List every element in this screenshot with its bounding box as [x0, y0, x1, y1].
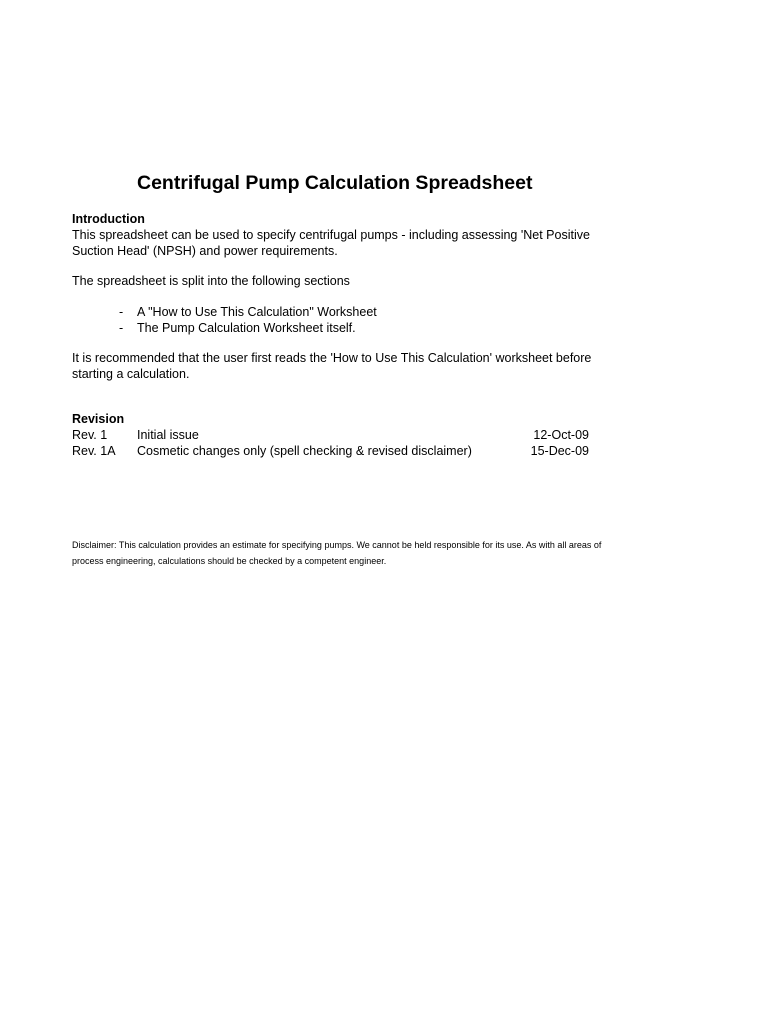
introduction-section — [72, 211, 632, 259]
revision-date: 15-Dec-09 — [530, 444, 589, 458]
list-bullet: - — [119, 321, 124, 335]
disclaimer-text: Disclaimer: This calculation provides an estimate for specifying pumps. We cannot be held responsible for its use. As with all areas of process engineering, calculations should be checked by a competent engineer. — [72, 540, 602, 566]
introduction-heading: Introduction — [72, 212, 145, 226]
introduction-paragraph: This spreadsheet can be used to specify centrifugal pumps - including assessing 'Net Positive Suction Head' (NPSH) and power requirements. — [72, 228, 590, 258]
list-bullet: - — [119, 305, 124, 319]
revision-date: 12-Oct-09 — [533, 428, 589, 442]
revision-description: Cosmetic changes only (spell checking & revised disclaimer) — [137, 444, 472, 458]
sections-intro-paragraph: The spreadsheet is split into the following sections — [72, 274, 350, 288]
table-row — [72, 427, 589, 443]
list-item-text: A "How to Use This Calculation" Worksheet — [137, 305, 377, 319]
revision-heading-text: Revision — [72, 412, 125, 426]
revision-number: Rev. 1 — [72, 428, 108, 442]
recommendation-paragraph: It is recommended that the user first reads the 'How to Use This Calculation' worksheet before starting a calculation. — [72, 351, 592, 381]
sections-list — [119, 304, 377, 336]
revision-table — [72, 427, 589, 459]
revision-description: Initial issue — [137, 428, 199, 442]
table-row — [72, 443, 589, 459]
list-item — [119, 320, 377, 336]
list-item — [119, 304, 377, 320]
revision-number: Rev. 1A — [72, 444, 116, 458]
list-item-text: The Pump Calculation Worksheet itself. — [137, 321, 356, 335]
page-title: Centrifugal Pump Calculation Spreadsheet — [137, 172, 533, 194]
revision-heading — [72, 411, 632, 427]
